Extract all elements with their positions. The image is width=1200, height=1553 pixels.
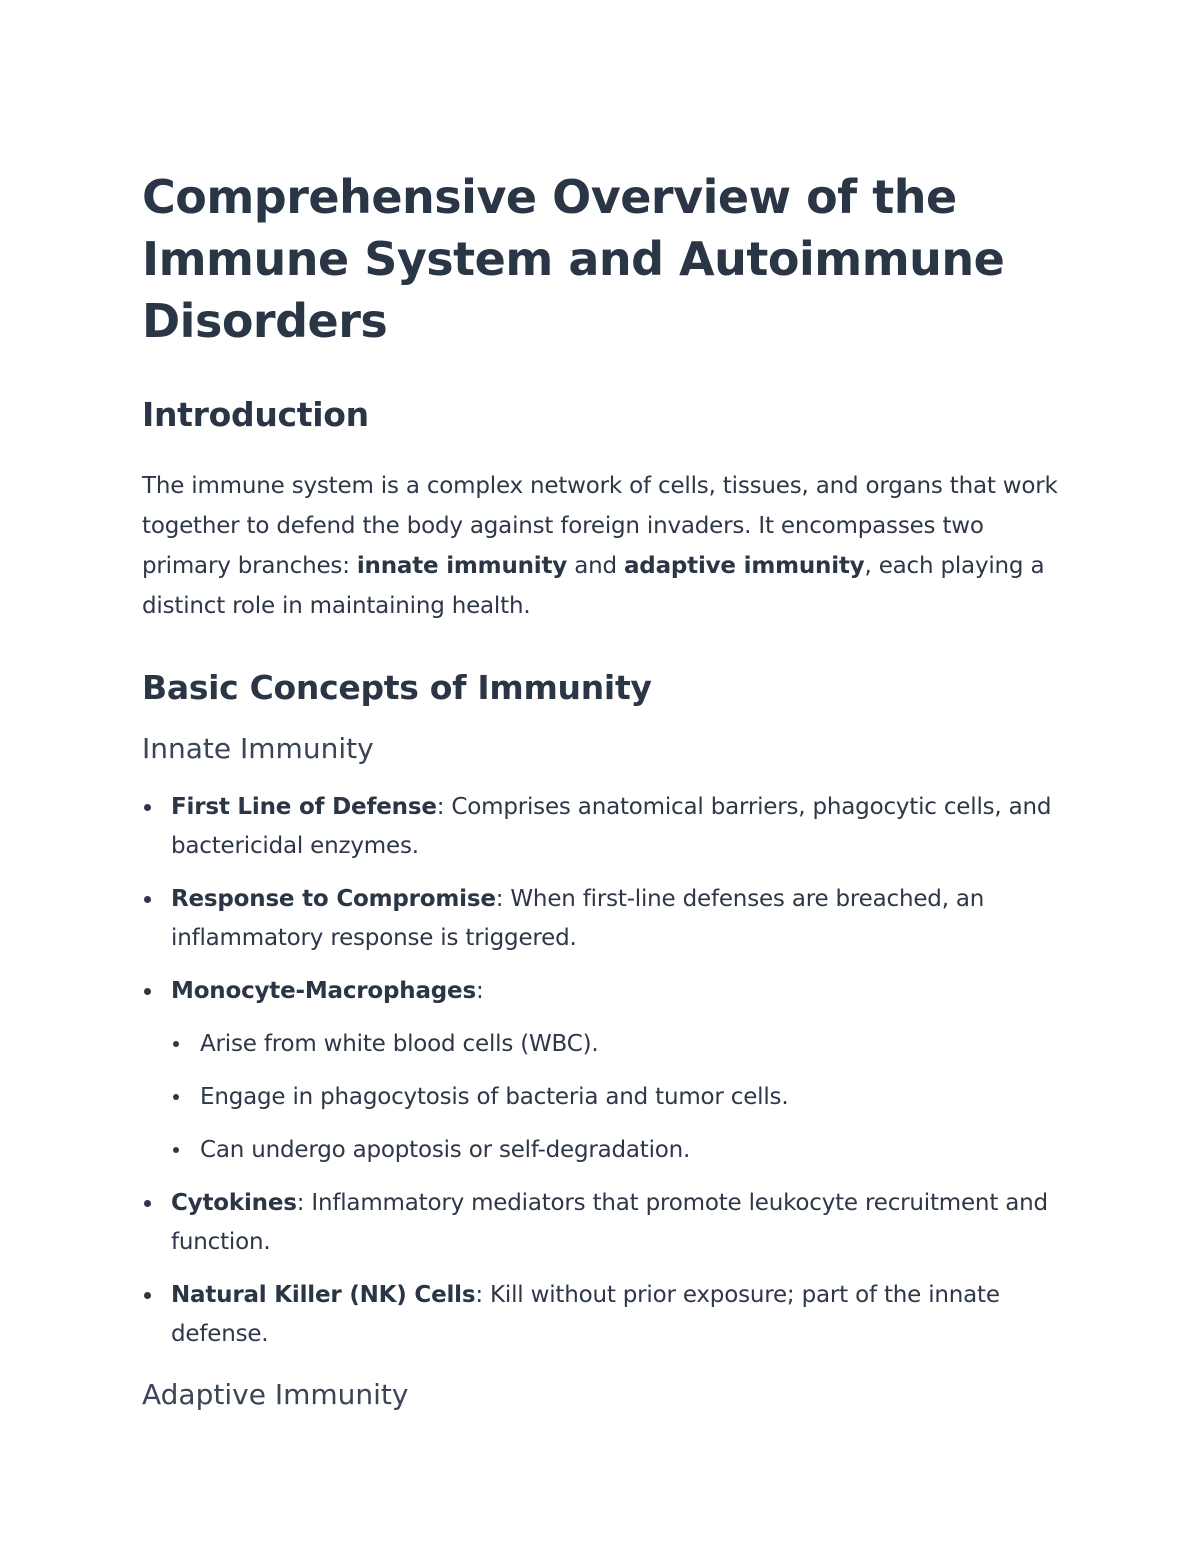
list-item (142, 880, 1072, 958)
section-heading-basic-concepts: Basic Concepts of Immunity (142, 668, 652, 707)
list-item-desc: : (475, 978, 484, 1004)
intro-text-3: , each playing a distinct role in maintaining health. (142, 553, 1045, 619)
intro-bold-innate: innate immunity (356, 553, 568, 579)
list-item (142, 972, 1072, 1170)
subheading-innate-immunity: Innate Immunity (142, 732, 374, 765)
intro-bold-adaptive: adaptive immunity (623, 553, 865, 579)
document-title (142, 166, 1072, 352)
list-item-term: Cytokines (171, 1190, 297, 1216)
list-item-desc: : Kill without prior exposure; part of the innate defense. (171, 1282, 1000, 1347)
list-item (142, 1276, 1072, 1354)
document-page (142, 166, 1072, 1414)
title-line-1: Comprehensive Overview of the (142, 170, 957, 224)
list-item-term: Natural Killer (NK) Cells (171, 1282, 476, 1308)
list-item (142, 788, 1072, 866)
sub-list-item: Arise from white blood cells (WBC). (171, 1025, 1072, 1064)
monocyte-sublist (171, 1025, 1072, 1170)
intro-text-1: The immune system is a complex network of cells, tissues, and organs that work together to defend the body against foreign invaders. It encompasses two primary branches: (142, 473, 1058, 579)
sub-list-item: Can undergo apoptosis or self-degradation. (171, 1131, 1072, 1170)
list-item-term: Response to Compromise (171, 886, 496, 912)
intro-text-2: and (567, 553, 624, 579)
list-item-term: Monocyte-Macrophages (171, 978, 476, 1004)
sub-list-item: Engage in phagocytosis of bacteria and tumor cells. (171, 1078, 1072, 1117)
innate-immunity-list (142, 788, 1072, 1354)
list-item-desc: : When first-line defenses are breached, an inflammatory response is triggered. (171, 886, 985, 951)
list-item-term: First Line of Defense (171, 794, 437, 820)
introduction-paragraph (142, 466, 1072, 626)
section-heading-introduction: Introduction (142, 395, 369, 434)
title-line-2: Immune System and Autoimmune (142, 232, 1005, 286)
subheading-adaptive-immunity: Adaptive Immunity (142, 1378, 409, 1411)
list-item-desc: : Inflammatory mediators that promote leukocyte recruitment and function. (171, 1190, 1048, 1255)
list-item (142, 1184, 1072, 1262)
title-line-3: Disorders (142, 294, 388, 348)
list-item-desc: : Comprises anatomical barriers, phagocytic cells, and bactericidal enzymes. (171, 794, 1052, 859)
